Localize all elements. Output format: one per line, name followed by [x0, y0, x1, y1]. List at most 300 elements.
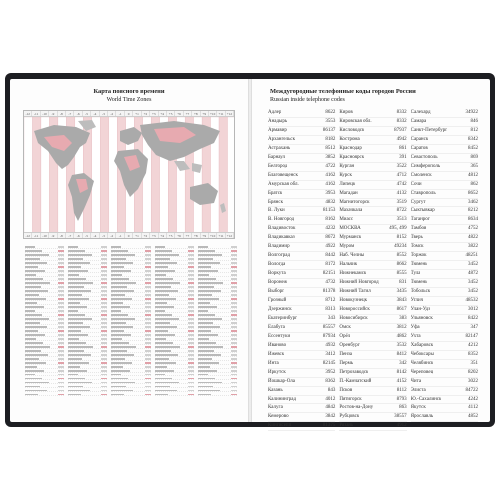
city-name: Магадан: [339, 190, 358, 196]
phone-code-row: [268, 413, 335, 422]
city-name: Салехард: [410, 110, 431, 115]
city-name: Смоленск: [410, 172, 432, 178]
phone-code-row: [268, 342, 335, 351]
city-name: Нижнекамск: [339, 271, 367, 277]
city-time-row: [68, 392, 107, 396]
city-code: 48532: [465, 298, 478, 304]
city-name: Иваново: [268, 342, 287, 348]
city-name: Пермь: [339, 360, 354, 366]
city-name: МОСКВА: [339, 226, 361, 232]
phone-code-row: [411, 199, 478, 208]
phone-code-row: [268, 136, 335, 145]
city-code: 8662: [396, 262, 407, 268]
city-time-column: [155, 245, 194, 413]
city-name: Воркута: [268, 271, 286, 277]
phone-code-row: [339, 181, 406, 190]
city-name: Иркутск: [268, 369, 286, 375]
city-code: 8212: [468, 208, 478, 214]
phone-code-row: [339, 369, 406, 378]
city-name: Рязань: [339, 423, 354, 429]
tz-offset-label: +1: [133, 111, 141, 116]
city-name: Уфа: [410, 324, 420, 330]
phone-codes-title-en: Russian inside telephone codes: [270, 97, 345, 103]
city-name: П.-Камчатский: [339, 378, 372, 384]
tz-offset-label: -11: [32, 233, 40, 238]
phone-code-row: [268, 315, 335, 324]
phone-code-row: [411, 288, 478, 297]
tz-offset-label: +8: [192, 111, 200, 116]
city-name: Севастополь: [410, 154, 438, 160]
city-code: 85557: [322, 324, 336, 330]
city-code: 4942: [396, 136, 407, 142]
tz-offset-label: -11: [32, 111, 40, 116]
city-code: 351: [470, 360, 478, 366]
phone-code-row: [268, 216, 335, 225]
tz-offset-label: -9: [49, 233, 57, 238]
phone-code-row: [268, 396, 335, 405]
tz-offset-row-bottom: [24, 232, 234, 238]
phone-code-row: [339, 404, 406, 413]
city-code: 861: [399, 145, 407, 151]
phone-code-row: [268, 306, 335, 315]
city-code: 4722: [325, 163, 336, 169]
city-code: 4872: [468, 271, 478, 277]
city-name: Улан-Удэ: [410, 306, 431, 312]
city-name: Тобольск: [410, 289, 431, 295]
phone-code-row: [339, 109, 406, 118]
tz-offset-label: -6: [74, 111, 82, 116]
city-code: 8793: [396, 396, 407, 402]
city-name: Орёл: [339, 333, 351, 339]
phone-code-row: [268, 243, 335, 252]
city-code: 3012: [468, 306, 478, 312]
city-code: 34922: [465, 110, 478, 115]
city-code: 4742: [396, 181, 407, 187]
city-name: Торжок: [410, 253, 427, 259]
phone-code-row: [411, 109, 478, 118]
tz-offset-label: -9: [49, 111, 57, 116]
city-code: 8313: [325, 306, 336, 312]
phone-code-row: [411, 181, 478, 190]
city-name: Ю.-Сахалинск: [410, 396, 442, 402]
phone-code-row: [268, 288, 335, 297]
tz-offset-label: +8: [192, 233, 200, 238]
city-code: 8152: [396, 235, 407, 241]
phone-codes-column: [268, 109, 335, 431]
tz-band: [109, 117, 117, 234]
phone-code-row: [411, 243, 478, 252]
tz-offset-label: -5: [83, 111, 91, 116]
city-code: 84722: [465, 387, 478, 393]
phone-code-row: [339, 288, 406, 297]
city-name: Ухта: [410, 333, 421, 339]
city-name: Адлер: [268, 110, 282, 115]
tz-offset-label: -3: [100, 111, 108, 116]
tz-offset-label: -12: [24, 233, 32, 238]
city-code: 8722: [396, 208, 407, 214]
phone-code-row: [411, 324, 478, 333]
tz-offset-label: +7: [184, 111, 192, 116]
city-code: 81378: [322, 289, 336, 295]
city-name: Вологда: [268, 262, 286, 268]
phone-code-row: [411, 163, 478, 172]
phone-code-row: [411, 342, 478, 351]
tz-offset-label: +1: [133, 233, 141, 238]
city-code: 8672: [325, 235, 336, 241]
city-code: 4152: [396, 378, 407, 384]
phone-code-row: [339, 279, 406, 288]
city-name: Чебоксары: [410, 351, 434, 357]
phone-code-row: [411, 369, 478, 378]
tz-offset-label: -4: [91, 233, 99, 238]
city-code: 3822: [468, 244, 478, 250]
city-code: 863: [399, 405, 407, 411]
city-name: Ростов-на-Дону: [339, 405, 374, 411]
phone-code-row: [339, 199, 406, 208]
city-name: Петрозаводск: [339, 369, 369, 375]
city-code: 8412: [396, 351, 407, 357]
city-name: Элиста: [410, 387, 426, 393]
phone-code-row: [268, 270, 335, 279]
tz-offset-label: -3: [100, 233, 108, 238]
city-name: Грозный: [268, 298, 287, 304]
phone-code-row: [268, 360, 335, 369]
city-code: 4912: [396, 423, 407, 429]
city-name: Липецк: [339, 181, 356, 187]
city-code: 3843: [396, 298, 407, 304]
city-name: Чита: [410, 378, 422, 384]
city-name: Муром: [339, 244, 355, 250]
phone-code-row: [411, 387, 478, 396]
city-code: 8512: [325, 145, 336, 151]
phone-code-row: [411, 154, 478, 163]
city-name: В. Луки: [268, 208, 285, 214]
city-name: Рубцовск: [339, 414, 360, 420]
tz-offset-label: -7: [66, 111, 74, 116]
phone-code-row: [411, 172, 478, 181]
city-name: Выборг: [268, 289, 285, 295]
city-code: 4712: [396, 172, 407, 178]
phone-code-row: [268, 261, 335, 270]
phone-code-row: [268, 387, 335, 396]
phone-code-row: [339, 252, 406, 261]
city-name: Хабаровск: [410, 342, 434, 348]
city-code: 8622: [325, 110, 336, 115]
phone-code-row: [339, 387, 406, 396]
city-time-column: [25, 245, 64, 413]
tz-offset-label: -10: [41, 233, 49, 238]
city-code: 8332: [396, 110, 407, 115]
city-code: 49234: [394, 244, 407, 250]
phone-code-row: [268, 127, 335, 136]
city-name: Братск: [268, 190, 283, 196]
phone-code-row: [339, 118, 406, 127]
city-name: Новосибирск: [339, 315, 368, 321]
city-name: Курск: [339, 172, 352, 178]
phone-codes-column: [339, 109, 406, 431]
city-name: Томск: [410, 244, 424, 250]
city-name: Нижний Новгород: [339, 280, 379, 286]
city-code: 495, 499: [389, 226, 407, 232]
tz-offset-label: +5: [167, 111, 175, 116]
city-name: Кемерово: [268, 414, 289, 420]
city-name: Йошкар-Ола: [268, 378, 296, 384]
city-name: Курган: [339, 163, 355, 169]
phone-code-row: [339, 216, 406, 225]
city-name: Таганрог: [410, 217, 430, 223]
city-code: 4212: [468, 342, 478, 348]
phone-code-row: [411, 207, 478, 216]
city-name: Санкт-Петербург: [410, 127, 448, 133]
city-code: 347: [470, 324, 478, 330]
city-name: Новороссийск: [339, 306, 370, 312]
city-code: 4852: [468, 414, 478, 420]
tz-offset-label: +10: [209, 233, 217, 238]
city-name: Тверь: [410, 235, 423, 241]
phone-code-row: [411, 360, 478, 369]
city-code: 3452: [468, 280, 478, 286]
city-code: 342: [399, 360, 407, 366]
city-name: Саранск: [410, 136, 429, 142]
city-name: Екатеринбург: [268, 315, 298, 321]
phone-code-row: [268, 378, 335, 387]
city-name: Череповец: [410, 369, 434, 375]
city-name: Ижевск: [268, 351, 285, 357]
phone-code-row: [268, 190, 335, 199]
city-name: Нижний Тагил: [339, 289, 371, 295]
phone-code-row: [411, 413, 478, 422]
city-name: В. Новгород: [268, 217, 295, 223]
city-code: 4162: [325, 181, 336, 187]
city-code: 3519: [396, 199, 407, 205]
city-code: 81375: [322, 423, 336, 429]
city-code: 3553: [325, 118, 336, 124]
city-name: Владикавказ: [268, 235, 295, 241]
phone-code-row: [268, 163, 335, 172]
city-name: Барнаул: [268, 154, 286, 160]
tz-band: [24, 117, 32, 234]
tz-offset-label: +9: [201, 233, 209, 238]
phone-code-row: [339, 163, 406, 172]
tz-offset-label: -10: [41, 111, 49, 116]
city-name: Симферополь: [410, 163, 441, 169]
city-name: Махачкала: [339, 208, 363, 214]
phone-code-row: [411, 270, 478, 279]
city-code: 843: [327, 387, 336, 393]
city-code: 86137: [322, 127, 336, 133]
city-code: 831: [399, 280, 407, 286]
phone-code-row: [411, 333, 478, 342]
tz-offset-label: +6: [175, 233, 183, 238]
phone-code-row: [411, 396, 478, 405]
city-code: 862: [470, 181, 478, 187]
city-name: Анадырь: [268, 118, 288, 124]
city-code: 3952: [325, 369, 336, 375]
phone-code-row: [339, 413, 406, 422]
city-code: 8332: [396, 118, 407, 124]
city-name: Наб. Челны: [339, 253, 365, 259]
city-code: 3513: [396, 217, 407, 223]
city-name: Псков: [339, 387, 353, 393]
phone-code-row: [339, 154, 406, 163]
city-name: Челябинск: [410, 360, 434, 366]
phone-code-row: [339, 127, 406, 136]
phone-code-row: [339, 378, 406, 387]
city-name: Оренбург: [339, 342, 360, 348]
city-code: 812: [470, 127, 478, 133]
city-name: Тюмень: [410, 262, 428, 268]
city-code: 4842: [325, 405, 336, 411]
phone-code-row: [339, 396, 406, 405]
city-name: Инта: [268, 360, 279, 366]
time-zones-title-ru: Карта поясного времени: [93, 88, 165, 95]
phone-code-row: [339, 136, 406, 145]
city-code: 4932: [325, 342, 336, 348]
city-name: Пятигорск: [339, 396, 362, 402]
phone-code-row: [268, 297, 335, 306]
city-name: Киров: [339, 110, 353, 115]
city-code: 8182: [325, 136, 336, 142]
phone-code-row: [411, 225, 478, 234]
city-code: 4132: [396, 190, 407, 196]
phone-code-row: [411, 261, 478, 270]
phone-code-row: [339, 190, 406, 199]
city-code: 8142: [396, 369, 407, 375]
city-name: Ульяновск: [410, 315, 433, 321]
tz-offset-label: +11: [217, 233, 225, 238]
city-name: Воронеж: [268, 280, 288, 286]
tz-offset-label: -5: [83, 233, 91, 238]
city-code: 4012: [325, 396, 336, 402]
city-name: Кировская обл.: [339, 118, 372, 124]
tz-offset-label: -6: [74, 233, 82, 238]
city-code: 8555: [396, 271, 407, 277]
phone-code-row: [339, 324, 406, 333]
phone-codes-table: [268, 109, 478, 429]
city-code: 3522: [396, 163, 407, 169]
city-code: 391: [399, 154, 407, 160]
city-code: 8162: [325, 217, 336, 223]
tz-offset-label: +2: [142, 111, 150, 116]
phone-code-row: [411, 297, 478, 306]
city-name: Омск: [339, 324, 351, 330]
city-code: 3022: [468, 378, 478, 384]
city-name: Благовещенск: [268, 172, 298, 178]
phone-code-row: [268, 145, 335, 154]
tz-offset-label: +3: [150, 111, 158, 116]
city-code: 8342: [468, 136, 478, 142]
city-time-column: [111, 245, 150, 413]
phone-code-row: [411, 351, 478, 360]
city-name: Астрахань: [268, 145, 291, 151]
city-name: Мурманск: [339, 235, 362, 241]
city-time-row: [155, 392, 194, 396]
city-code: 3953: [325, 190, 336, 196]
tz-offset-label: -4: [91, 111, 99, 116]
city-time-row: [25, 392, 64, 396]
city-code: 4832: [325, 199, 336, 205]
phone-code-row: [339, 145, 406, 154]
city-name: Тамбов: [410, 226, 427, 232]
city-code: 8112: [396, 387, 407, 393]
tz-offset-label: +3: [150, 233, 158, 238]
city-code: 8634: [468, 217, 478, 223]
phone-code-row: [268, 333, 335, 342]
city-code: 87937: [394, 127, 407, 133]
right-page: [252, 79, 490, 429]
city-code: 4112: [468, 405, 478, 411]
city-code: 383: [399, 315, 407, 321]
city-name: Сочи: [410, 181, 422, 187]
city-name: Кострома: [339, 136, 360, 142]
tz-band: [100, 117, 108, 234]
phone-code-row: [411, 306, 478, 315]
city-code: 4232: [325, 226, 336, 232]
world-time-zone-map: [23, 110, 235, 239]
city-code: 8352: [468, 351, 478, 357]
phone-code-row: [411, 234, 478, 243]
city-time-row: [111, 392, 150, 396]
phone-code-row: [268, 234, 335, 243]
phone-codes-title: [252, 88, 490, 104]
city-code: 8422: [468, 315, 478, 321]
phone-code-row: [339, 351, 406, 360]
city-code: 4922: [325, 244, 336, 250]
phone-code-row: [268, 279, 335, 288]
tz-offset-label: +7: [184, 233, 192, 238]
tz-offset-label: -12: [24, 111, 32, 116]
phone-code-row: [339, 360, 406, 369]
city-code: 8652: [468, 190, 478, 196]
city-name: Ессентуки: [268, 333, 291, 339]
city-name: Краснодар: [339, 145, 362, 151]
phone-code-row: [339, 270, 406, 279]
tz-offset-label: +4: [159, 233, 167, 238]
city-code: 82151: [322, 271, 336, 277]
tz-offset-label: -7: [66, 233, 74, 238]
tz-offset-label: +5: [167, 233, 175, 238]
city-name: Самара: [410, 118, 427, 124]
tz-band: [92, 117, 100, 234]
city-name: Якутск: [410, 405, 426, 411]
city-name: Белгород: [268, 163, 288, 169]
phone-codes-column: [411, 109, 478, 431]
phone-code-row: [411, 145, 478, 154]
city-code: 343: [327, 315, 336, 321]
tz-offset-label: -8: [58, 111, 66, 116]
city-name: Саратов: [410, 145, 428, 151]
phone-code-row: [411, 136, 478, 145]
city-code: 38557: [394, 414, 407, 420]
city-code: 8452: [468, 145, 478, 151]
city-name: Ярославль: [410, 414, 434, 420]
phone-code-row: [339, 306, 406, 315]
city-code: 87934: [322, 333, 336, 339]
city-name: Пенза: [339, 351, 353, 357]
phone-code-row: [411, 216, 478, 225]
city-code: 8442: [325, 253, 336, 259]
city-code: 365: [470, 163, 478, 169]
left-page: [10, 79, 248, 422]
city-code: 4862: [396, 333, 407, 339]
city-name: Тюмень: [410, 280, 428, 286]
city-name: Владивосток: [268, 226, 296, 232]
phone-code-row: [268, 118, 335, 127]
phone-code-row: [411, 315, 478, 324]
tz-offset-label: -2: [108, 111, 116, 116]
tz-offset-label: +11: [217, 111, 225, 116]
city-code: 8362: [325, 378, 336, 384]
